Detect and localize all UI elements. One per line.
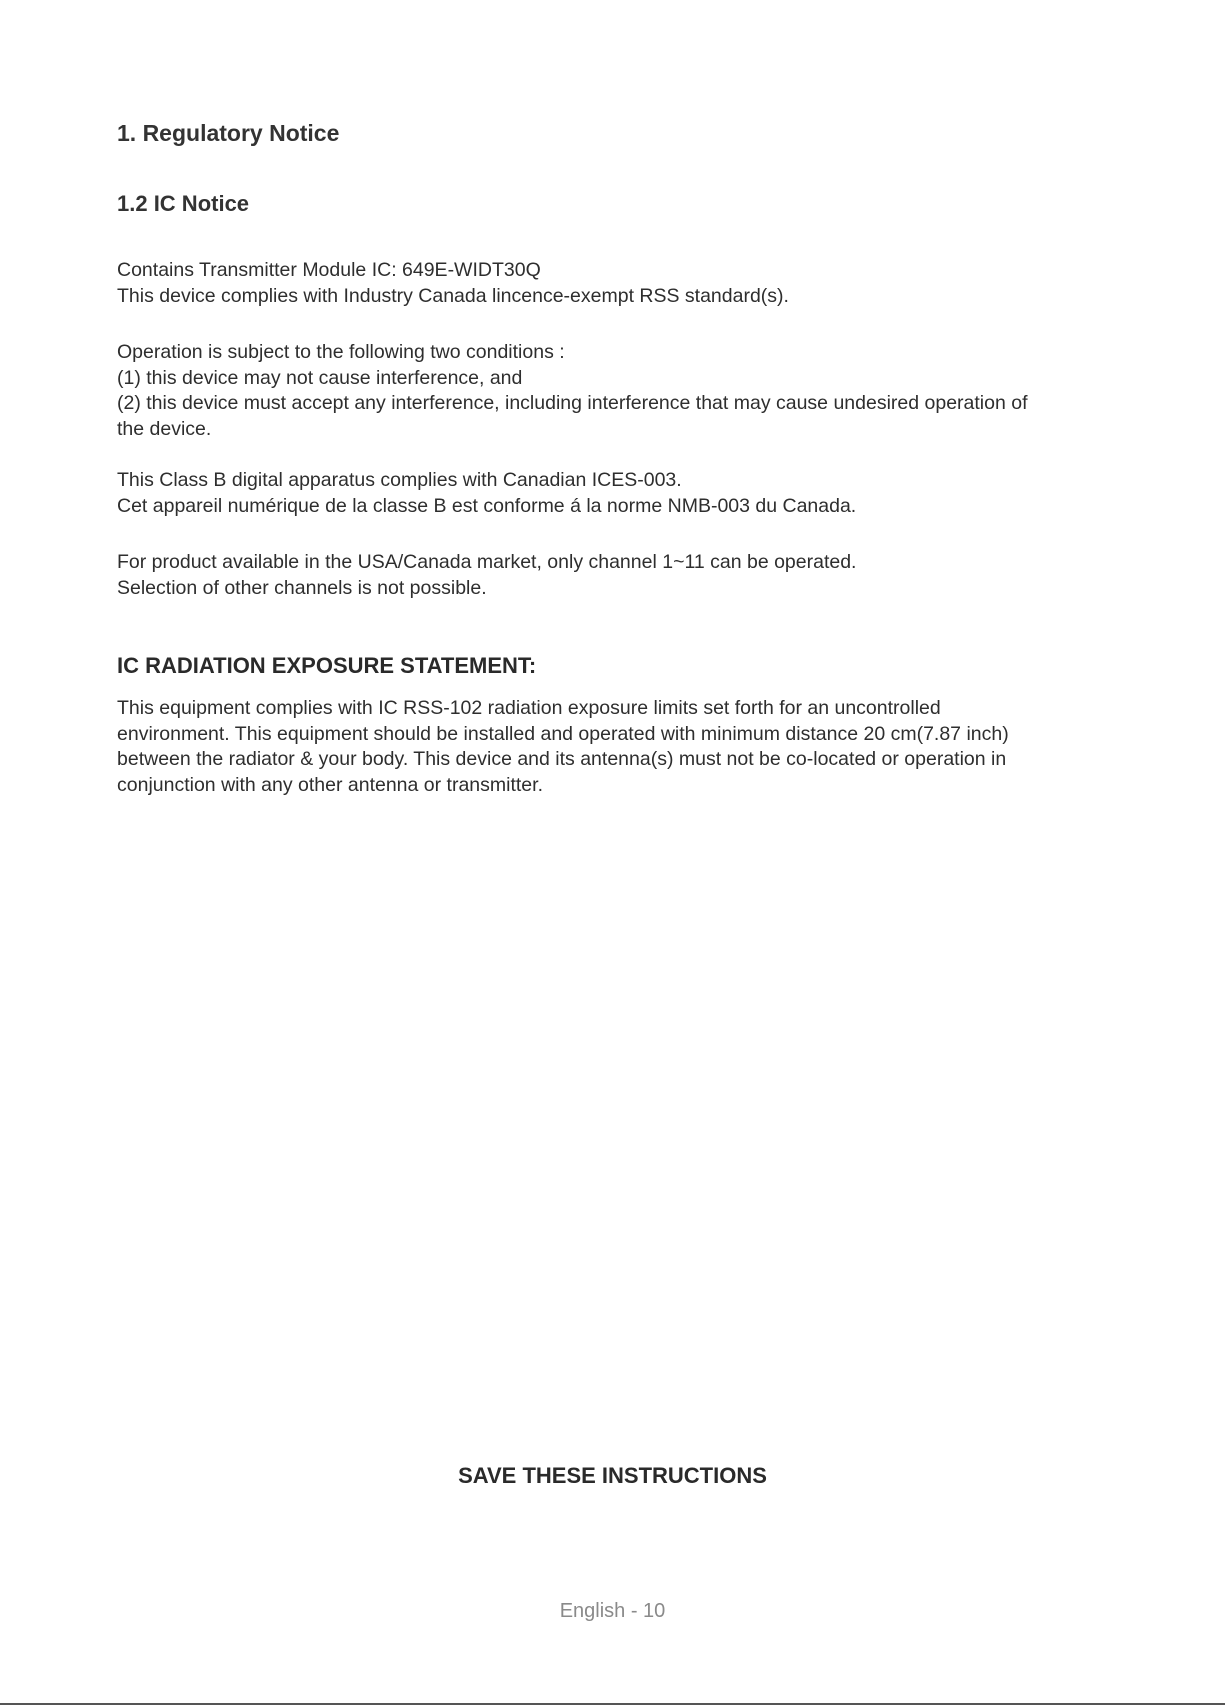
operation-conditions-paragraph: [117, 340, 1127, 442]
paragraph-line: conjunction with any other antenna or transmitter.: [117, 773, 543, 796]
paragraph-line: For product available in the USA/Canada market, only channel 1~11 can be operated.: [117, 551, 857, 573]
paragraph-line: Contains Transmitter Module IC: 649E-WIDT30Q: [117, 259, 541, 281]
radiation-exposure-paragraph: [117, 696, 1127, 798]
transmitter-module-paragraph: [117, 258, 1127, 309]
paragraph-line: environment. This equipment should be installed and operated with minimum distance 20 cm(7.87 inch): [117, 722, 1009, 745]
paragraph-line: Cet appareil numérique de la classe B est conforme á la norme NMB-003 du Canada.: [117, 494, 857, 517]
radiation-statement-heading: IC RADIATION EXPOSURE STATEMENT:: [117, 653, 537, 678]
paragraph-line: (2) this device must accept any interference, including interference that may cause undesired operation of: [117, 392, 1028, 414]
paragraph-line: between the radiator & your body. This device and its antenna(s) must not be co-located or operation in: [117, 748, 1007, 770]
class-b-paragraph: [117, 468, 1127, 519]
paragraph-line: the device.: [117, 417, 212, 440]
save-instructions-notice: SAVE THESE INSTRUCTIONS: [458, 1463, 767, 1488]
section-heading: 1. Regulatory Notice: [117, 120, 340, 146]
paragraph-line: Selection of other channels is not possible.: [117, 576, 487, 599]
subsection-heading: 1.2 IC Notice: [117, 191, 250, 216]
paragraph-line: (1) this device may not cause interference, and: [117, 366, 523, 389]
paragraph-line: This device complies with Industry Canada lincence-exempt RSS standard(s).: [117, 284, 789, 307]
paragraph-line: Operation is subject to the following two conditions :: [117, 341, 565, 363]
page-footer: English - 10: [559, 1600, 666, 1622]
channel-paragraph: [117, 550, 1127, 601]
bottom-divider: [0, 1703, 1225, 1705]
paragraph-line: This Class B digital apparatus complies with Canadian ICES-003.: [117, 469, 682, 491]
paragraph-line: This equipment complies with IC RSS-102 radiation exposure limits set forth for an uncontrolled: [117, 697, 941, 719]
